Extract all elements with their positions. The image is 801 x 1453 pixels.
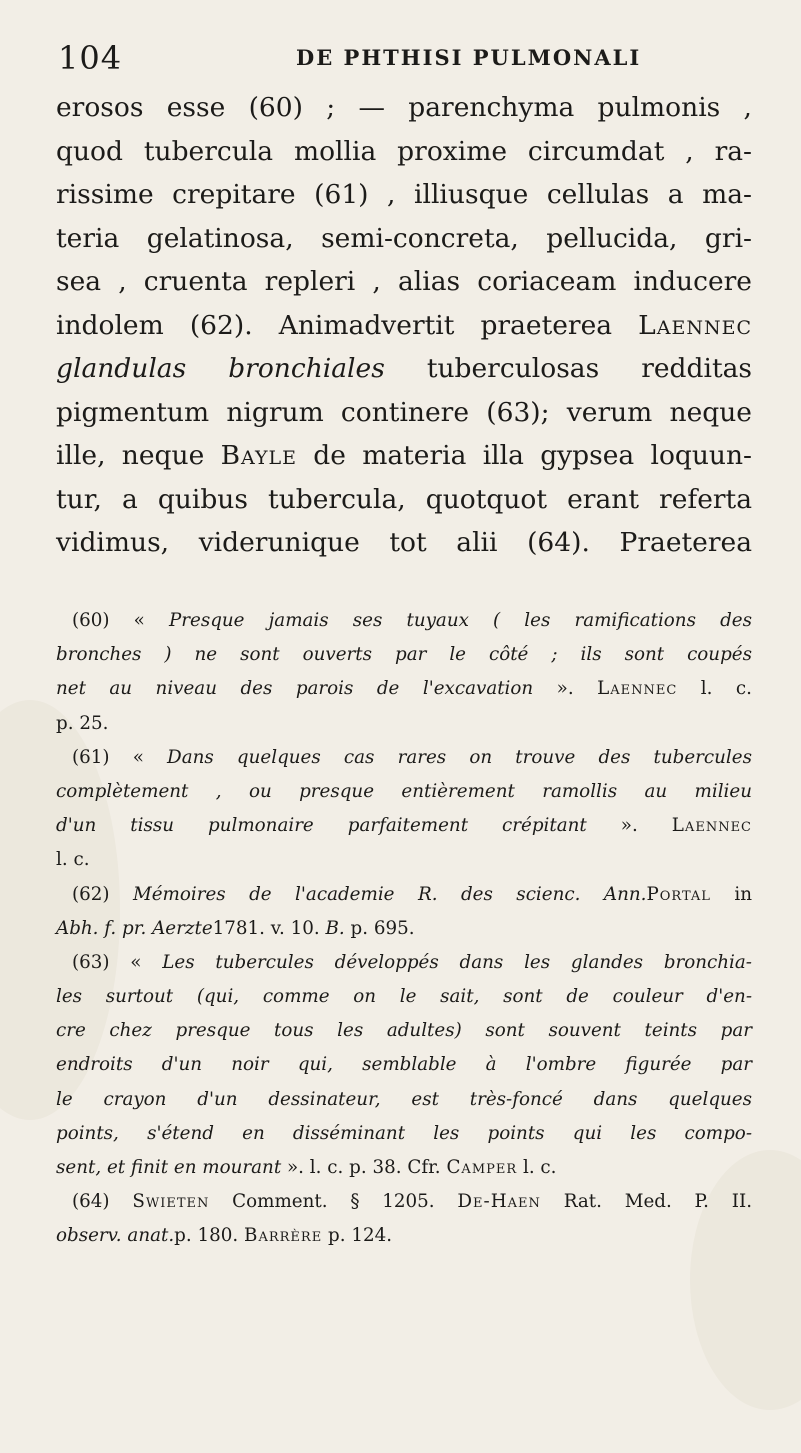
body-line bbox=[56, 86, 752, 130]
footnote-line bbox=[56, 672, 752, 706]
text-run: teria gelatinosa, semi-concreta, pellucida, gri- bbox=[56, 222, 752, 254]
text-run: l. c. bbox=[677, 678, 752, 700]
text-run: Comment. § 1205. bbox=[209, 1191, 458, 1213]
author-name: Swieten bbox=[132, 1191, 210, 1213]
footnote-line bbox=[56, 1083, 752, 1117]
text-run: p. 25. bbox=[56, 712, 109, 734]
italic-text: les surtout (qui, comme on le sait, sont de couleur d'en- bbox=[56, 986, 752, 1008]
text-run: (60) « bbox=[72, 610, 169, 631]
italic-text: d'un tissu pulmonaire parfaitement crépitant bbox=[56, 815, 587, 837]
text-run: 1781. v. bbox=[212, 917, 291, 939]
footnote-61 bbox=[56, 741, 752, 878]
footnote-line bbox=[56, 843, 752, 877]
italic-text: Les tubercules développés dans les glandes bronchia- bbox=[162, 951, 752, 973]
footnote-line bbox=[56, 912, 752, 946]
page-number: 104 bbox=[58, 39, 123, 77]
text-run: in bbox=[710, 883, 753, 905]
text-run: p. 180. bbox=[174, 1225, 245, 1247]
text-run: de materia illa gypsea loquun- bbox=[297, 440, 753, 471]
body-line bbox=[56, 304, 752, 348]
author-name: Barrère bbox=[244, 1225, 323, 1247]
text-run: (61) « bbox=[72, 746, 168, 768]
italic-text: glandulas bronchiales bbox=[56, 353, 385, 384]
italic-text: le crayon d'un dessinateur, est très-foncé dans quelques bbox=[56, 1088, 752, 1110]
author-name: Camper bbox=[446, 1157, 518, 1178]
footnote-line bbox=[56, 1219, 752, 1253]
body-line bbox=[56, 217, 752, 261]
text-run: l. c. bbox=[517, 1157, 557, 1178]
footnote-60 bbox=[56, 604, 752, 741]
italic-text: Presque jamais ses tuyaux ( les ramifications des bbox=[168, 610, 752, 631]
footnote-line bbox=[56, 638, 752, 672]
author-name: Bayle bbox=[220, 440, 298, 471]
running-head bbox=[56, 38, 756, 78]
footnote-line bbox=[56, 1014, 752, 1048]
footnote-line bbox=[56, 946, 752, 980]
text-run: tuberculosas redditas bbox=[384, 353, 752, 384]
text-run: quod tubercula mollia proxime circumdat , ra- bbox=[56, 135, 752, 167]
author-name: Portal bbox=[646, 883, 711, 905]
italic-text: Mémoires de l'academie R. des scienc. Ann. bbox=[132, 883, 647, 905]
text-run: vidimus, viderunique tot alii (64). Praeterea bbox=[56, 527, 752, 558]
body-line bbox=[56, 434, 752, 478]
footnote-line bbox=[56, 1151, 752, 1185]
body-line bbox=[56, 173, 752, 217]
italic-text: net au niveau des parois de l'excavation bbox=[56, 678, 534, 700]
italic-text: observ. anat. bbox=[56, 1225, 175, 1247]
italic-text: sent, et finit en mourant bbox=[56, 1157, 282, 1178]
running-title: DE PHTHISI PULMONALI bbox=[296, 45, 642, 70]
footnote-line bbox=[56, 707, 752, 741]
footnote-line bbox=[56, 741, 752, 775]
italic-text: Abh. f. pr. Aerzte bbox=[56, 917, 213, 939]
text-run: ille, neque bbox=[56, 440, 221, 471]
italic-text: complètement , ou presque entièrement ramollis au milieu bbox=[56, 780, 752, 802]
text-run: (62) bbox=[72, 883, 133, 905]
italic-text: endroits d'un noir qui, semblable à l'ombre figurée par bbox=[56, 1054, 752, 1076]
footnote-62 bbox=[56, 878, 752, 946]
main-text bbox=[56, 86, 752, 565]
text-run: indolem (62). Animadvertit praeterea bbox=[56, 309, 639, 341]
italic-text: Dans quelques cas rares on trouve des tubercules bbox=[167, 746, 752, 768]
footnote-line bbox=[56, 775, 752, 809]
footnote-63 bbox=[56, 946, 752, 1185]
footnote-line bbox=[56, 1048, 752, 1082]
footnote-64 bbox=[56, 1185, 752, 1253]
text-run: sea , cruenta repleri , alias coriaceam inducere bbox=[56, 266, 752, 297]
footnote-line bbox=[56, 1117, 752, 1151]
text-run: pigmentum nigrum continere (63); verum neque bbox=[56, 396, 752, 428]
text-run: rissime crepitare (61) , illiusque cellulas a ma- bbox=[56, 179, 752, 210]
text-run: ». bbox=[533, 678, 598, 700]
text-run: tur, a quibus tubercula, quotquot erant referta bbox=[56, 483, 752, 515]
author-name: Laennec bbox=[597, 678, 678, 700]
italic-text: B. bbox=[325, 917, 345, 939]
text-run: l. c. bbox=[56, 849, 90, 871]
body-line bbox=[56, 391, 752, 435]
footnotes bbox=[56, 604, 752, 1254]
footnote-line bbox=[56, 809, 752, 843]
footnote-line bbox=[56, 980, 752, 1014]
text-run: ». bbox=[586, 815, 672, 837]
body-line bbox=[56, 521, 752, 565]
footnote-line bbox=[56, 878, 752, 912]
author-name: De-Haen bbox=[457, 1191, 541, 1213]
text-run: erosos esse (60) ; — parenchyma pulmonis , bbox=[56, 92, 752, 123]
author-name: Laennec bbox=[671, 815, 753, 837]
body-line bbox=[56, 130, 752, 174]
body-line bbox=[56, 347, 752, 391]
italic-text: points, s'étend en disséminant les points qui les compo- bbox=[56, 1122, 752, 1144]
footnote-line bbox=[56, 604, 752, 638]
text-run: 10. bbox=[290, 917, 326, 939]
footnote-line bbox=[56, 1185, 752, 1219]
author-name: Laennec bbox=[638, 309, 752, 341]
text-run: (63) « bbox=[72, 951, 163, 973]
text-run: (64) bbox=[72, 1191, 133, 1213]
text-run: Rat. Med. P. II. bbox=[540, 1191, 752, 1213]
body-line bbox=[56, 478, 752, 522]
text-run: p. 124. bbox=[328, 1225, 393, 1247]
italic-text: cre chez presque tous les adultes) sont souvent teints par bbox=[56, 1020, 752, 1042]
body-line bbox=[56, 260, 752, 304]
text-run: p. 695. bbox=[344, 917, 415, 939]
text-run: ». l. c. p. 38. Cfr. bbox=[281, 1157, 447, 1178]
italic-text: bronches ) ne sont ouverts par le côté ; ils sont coupés bbox=[56, 644, 752, 666]
